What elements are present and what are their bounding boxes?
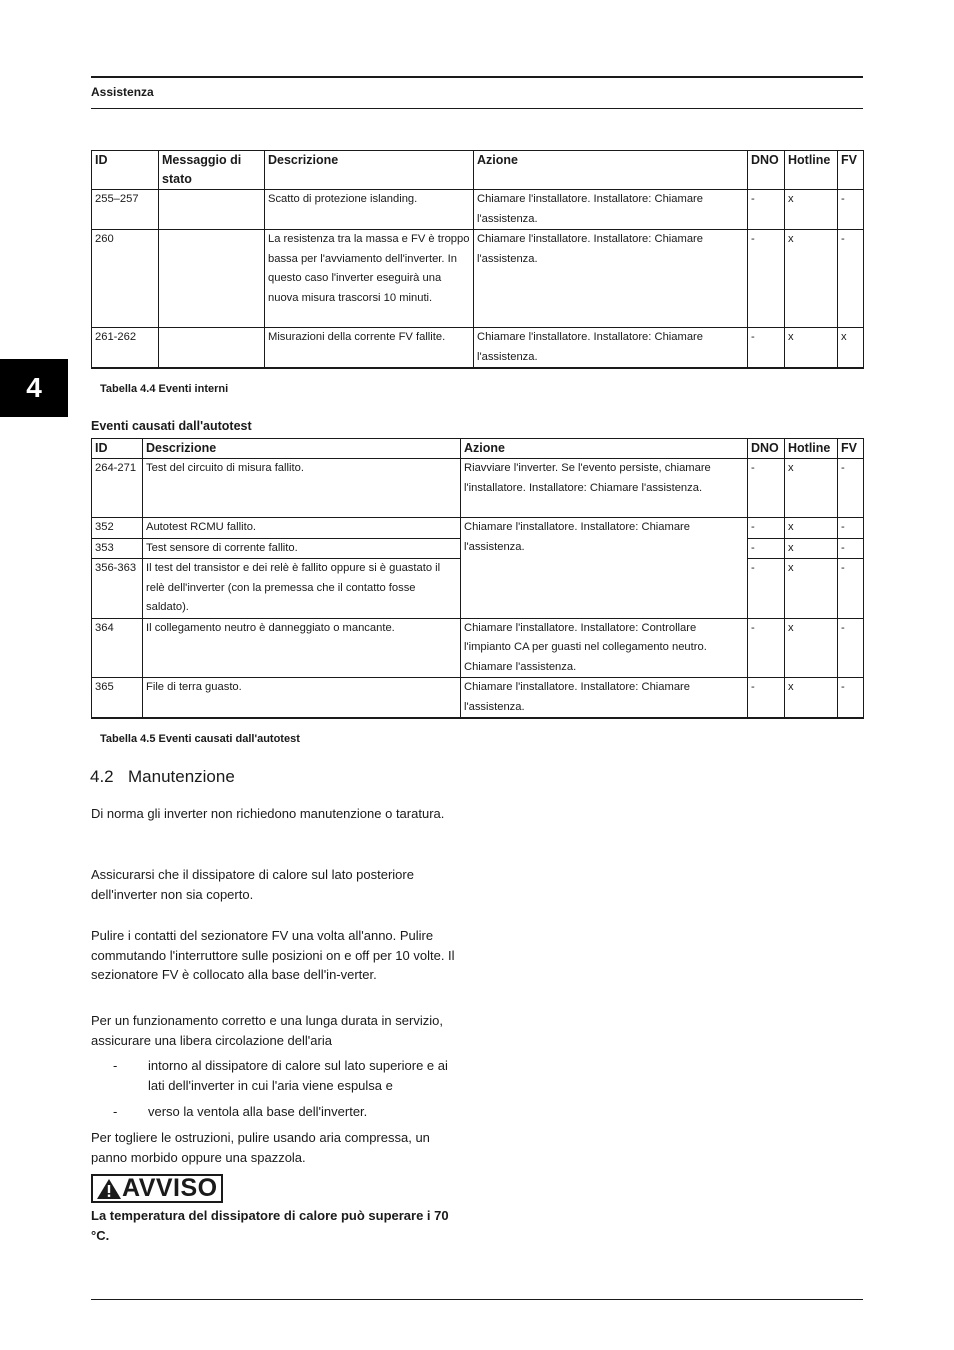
cell-dno: - xyxy=(748,559,785,619)
cell-fv: - xyxy=(838,618,864,678)
cell-dno: - xyxy=(748,518,785,539)
cell-fv: - xyxy=(838,230,864,328)
cell-dno: - xyxy=(748,538,785,559)
header-bottom-rule xyxy=(91,108,863,109)
cell-dno: - xyxy=(748,230,785,328)
cell-fv: - xyxy=(838,518,864,539)
cell-fv: - xyxy=(838,459,864,518)
warning-box xyxy=(91,1174,223,1203)
cell-id: 260 xyxy=(92,230,159,328)
section-heading xyxy=(90,767,235,787)
column-header: Azione xyxy=(461,439,748,459)
cell-hotline: x xyxy=(785,230,838,328)
cell-description: Misurazioni della corrente FV fallite. xyxy=(265,328,474,369)
section-title: Manutenzione xyxy=(128,767,235,786)
column-header: DNO xyxy=(748,439,785,459)
cell-hotline: x xyxy=(785,559,838,619)
cell-fv: x xyxy=(838,328,864,369)
cell-description: Scatto di protezione islanding. xyxy=(265,190,474,230)
cell-description: File di terra guasto. xyxy=(143,678,461,719)
warning-label: AVVISO xyxy=(122,1174,218,1202)
footer-rule xyxy=(91,1299,863,1300)
cell-description: Autotest RCMU fallito. xyxy=(143,518,461,539)
cell-hotline: x xyxy=(785,618,838,678)
paragraph: Pulire i contatti del sezionatore FV una volta all'anno. Pulire commutando l'interruttore sulle posizioni on e off per 10 volte. Il sezionatore FV è collocato alla base dell'in-verter. xyxy=(91,928,455,982)
table-row xyxy=(92,190,864,230)
cell-hotline: x xyxy=(785,538,838,559)
list-item: - intorno al dissipatore di calore sul lato superiore e ai lati dell'inverter in cui l'aria viene espulsa e xyxy=(91,1056,463,1095)
table-row xyxy=(92,518,864,539)
cell-dno: - xyxy=(748,618,785,678)
paragraph: Per togliere le ostruzioni, pulire usando aria compressa, un panno morbido oppure una spazzola. xyxy=(91,1130,430,1165)
table-row xyxy=(92,678,864,719)
cell-fv: - xyxy=(838,190,864,230)
table-title-autotest: Eventi causati dall'autotest xyxy=(91,419,252,433)
events-table-internal xyxy=(91,150,864,369)
table-row xyxy=(92,328,864,369)
paragraph: Di norma gli inverter non richiedono manutenzione o taratura. xyxy=(91,806,445,821)
cell-id: 352 xyxy=(92,518,143,539)
column-header: DNO xyxy=(748,151,785,190)
column-header: Descrizione xyxy=(143,439,461,459)
cell-fv: - xyxy=(838,678,864,719)
column-header: ID xyxy=(92,151,159,190)
column-header: ID xyxy=(92,439,143,459)
cell-description: La resistenza tra la massa e FV è troppo bassa per l'avviamento dell'inverter. In questo caso l'inverter eseguirà una nuova misura trascorsi 10 minuti. xyxy=(265,230,474,328)
cell-dno: - xyxy=(748,328,785,369)
column-header: FV xyxy=(838,151,864,190)
cell-fv: - xyxy=(838,538,864,559)
table-row xyxy=(92,459,864,518)
cell-dno: - xyxy=(748,190,785,230)
table-header-row xyxy=(92,151,864,190)
cell-hotline: x xyxy=(785,459,838,518)
cell-hotline: x xyxy=(785,190,838,230)
cell-fv: - xyxy=(838,559,864,619)
cell-id: 365 xyxy=(92,678,143,719)
paragraph: Assicurarsi che il dissipatore di calore sul lato posteriore dell'inverter non sia coperto. xyxy=(91,867,414,902)
warning-text: La temperatura del dissipatore di calore può superare i 70 °C. xyxy=(91,1208,449,1243)
cell-hotline: x xyxy=(785,678,838,719)
cell-action: Riavviare l'inverter. Se l'evento persiste, chiamare l'installatore. Installatore: Chiamare l'assistenza. xyxy=(461,459,748,518)
cell-action: Chiamare l'installatore. Installatore: Chiamare l'assistenza. xyxy=(461,678,748,719)
cell-action: Chiamare l'installatore. Installatore: Controllare l'impianto CA per guasti nel collegamento neutro. Chiamare l'assistenza. xyxy=(461,618,748,678)
column-header: Descrizione xyxy=(265,151,474,190)
cell-action: Chiamare l'installatore. Installatore: Chiamare l'assistenza. xyxy=(474,230,748,328)
cell-dno: - xyxy=(748,459,785,518)
table-caption-internal: Tabella 4.4 Eventi interni xyxy=(100,383,229,395)
column-header: Messaggio di stato xyxy=(159,151,265,190)
warning-triangle-icon xyxy=(96,1178,122,1200)
cell-description: Test del circuito di misura fallito. xyxy=(143,459,461,518)
events-table-autotest xyxy=(91,438,864,719)
list-item-text: intorno al dissipatore di calore sul lato superiore e ai lati dell'inverter in cui l'aria viene espulsa e xyxy=(148,1058,448,1093)
cell-action: Chiamare l'installatore. Installatore: Chiamare l'assistenza. xyxy=(474,328,748,369)
table-header-row xyxy=(92,439,864,459)
list-item-text: verso la ventola alla base dell'inverter. xyxy=(148,1104,368,1119)
cell-action: Chiamare l'installatore. Installatore: Chiamare l'assistenza. xyxy=(461,518,748,619)
cell-id: 356-363 xyxy=(92,559,143,619)
column-header: Azione xyxy=(474,151,748,190)
section-number: 4.2 xyxy=(90,767,114,786)
header-top-rule xyxy=(91,76,863,78)
page-header-title: Assistenza xyxy=(91,85,154,99)
cell-status xyxy=(159,328,265,369)
cell-hotline: x xyxy=(785,518,838,539)
cell-status xyxy=(159,230,265,328)
cell-id: 353 xyxy=(92,538,143,559)
paragraph: Per un funzionamento corretto e una lunga durata in servizio, assicurare una libera circolazione dell'aria xyxy=(91,1013,443,1048)
table-row xyxy=(92,230,864,328)
table-caption-autotest: Tabella 4.5 Eventi causati dall'autotest xyxy=(100,733,300,745)
cell-id: 261-262 xyxy=(92,328,159,369)
column-header: FV xyxy=(838,439,864,459)
cell-dno: - xyxy=(748,678,785,719)
cell-id: 264-271 xyxy=(92,459,143,518)
cell-description: Il collegamento neutro è danneggiato o mancante. xyxy=(143,618,461,678)
list-item: - verso la ventola alla base dell'inverter. xyxy=(91,1102,463,1122)
column-header: Hotline xyxy=(785,151,838,190)
cell-status xyxy=(159,190,265,230)
cell-description: Test sensore di corrente fallito. xyxy=(143,538,461,559)
cell-hotline: x xyxy=(785,328,838,369)
column-header: Hotline xyxy=(785,439,838,459)
cell-id: 364 xyxy=(92,618,143,678)
cell-id: 255–257 xyxy=(92,190,159,230)
cell-action: Chiamare l'installatore. Installatore: Chiamare l'assistenza. xyxy=(474,190,748,230)
chapter-tab: 4 xyxy=(0,359,68,417)
cell-description: Il test del transistor e dei relè è fallito oppure si è guastato il relè dell'inverter (con la premessa che il contatto fosse saldato). xyxy=(143,559,461,619)
table-row xyxy=(92,618,864,678)
